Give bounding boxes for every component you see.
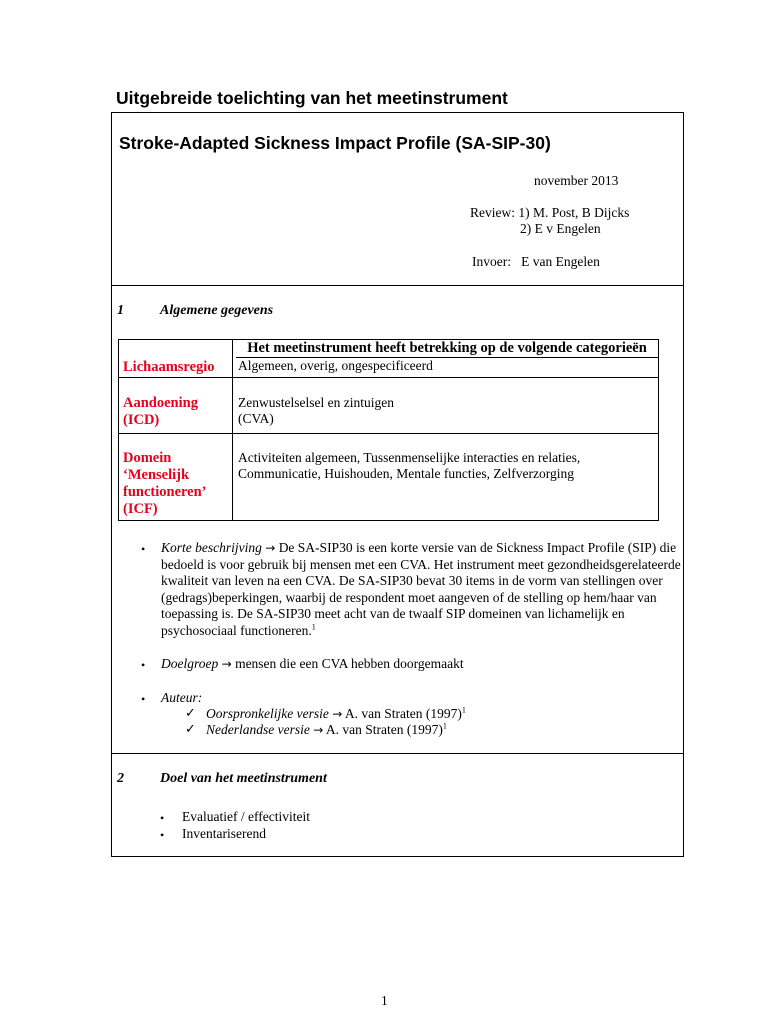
- doelgroep-label: Doelgroep: [161, 656, 219, 671]
- page-title: Uitgebreide toelichting van het meetinstrument: [116, 88, 508, 108]
- section-2-number: 2: [117, 771, 124, 786]
- category-value-lichaamsregio: Algemeen, overig, ongespecificeerd: [238, 358, 433, 373]
- invoer-line: Invoer: E van Engelen: [472, 254, 600, 269]
- page-number: 1: [381, 993, 388, 1008]
- auteur-dutch-label: Nederlandse versie: [206, 722, 310, 737]
- reference-marker: 1: [461, 705, 466, 715]
- document-frame: [111, 112, 684, 857]
- instrument-title: Stroke-Adapted Sickness Impact Profile (SA-SIP-30): [119, 133, 551, 153]
- bullet-icon: •: [141, 658, 146, 672]
- bullet-icon: •: [141, 542, 146, 556]
- category-label-lichaamsregio: Lichaamsregio: [123, 359, 215, 375]
- bullet-icon: •: [160, 811, 165, 825]
- auteur-original-label: Oorspronkelijke versie: [206, 706, 329, 721]
- category-value-aandoening: Zenwustelselsel en zintuigen (CVA): [238, 395, 394, 426]
- table-row-divider: [119, 377, 658, 378]
- korte-beschrijving-text: De SA-SIP30 is een korte versie van de Sickness Impact Profile (SIP) die bedoeld is voor gebruik bij mensen met een CVA. Het instrument meet gezondheidsgerelateerde kwaliteit van leven na een CVA. De SA-SIP30 bevat 30 items in de vorm van stellingen over (gedrags)beperkingen, waarbij de respondent moet aangeven of de stelling op hem/haar van toepassing is. De SA-SIP30 meet acht van de twaalf SIP domeinen van lichamelijk en psychosociaal functioneren.: [161, 540, 681, 638]
- doel-item-inventariserend: Inventariserend: [182, 826, 266, 841]
- category-label-aandoening: Aandoening (ICD): [123, 395, 198, 428]
- review-line-2: 2) E v Engelen: [520, 221, 601, 236]
- category-label-domein: Domein ‘Menselijk functioneren’ (ICF): [123, 450, 206, 517]
- table-row-divider: [119, 433, 658, 434]
- category-table: [118, 339, 659, 521]
- arrow-right-icon: →: [265, 541, 276, 555]
- review-line-1: Review: 1) M. Post, B Dijcks: [470, 205, 630, 220]
- category-table-header: Het meetinstrument heeft betrekking op de volgende categorieën: [236, 340, 658, 358]
- bullet-icon: •: [160, 828, 165, 842]
- reference-marker: 1: [442, 721, 447, 731]
- doelgroep-line: [161, 656, 464, 672]
- arrow-right-icon: →: [221, 657, 232, 671]
- category-value-domein: Activiteiten algemeen, Tussenmenselijke interacties en relaties, Communicatie, Huishouden, Mentale functies, Zelfverzorging: [238, 450, 581, 481]
- section-1-number: 1: [117, 303, 124, 318]
- date-text: november 2013: [534, 173, 619, 188]
- auteur-label: Auteur:: [161, 690, 203, 705]
- section-divider: [112, 753, 683, 754]
- auteur-dutch-text: A. van Straten (1997): [323, 722, 443, 737]
- arrow-right-icon: →: [332, 707, 343, 721]
- reference-marker: 1: [311, 622, 316, 631]
- section-divider: [112, 285, 683, 286]
- doelgroep-text: mensen die een CVA hebben doorgemaakt: [231, 656, 464, 671]
- check-icon: ✓: [185, 705, 196, 720]
- bullet-icon: •: [141, 692, 146, 706]
- korte-beschrijving-label: Korte beschrijving: [161, 540, 262, 555]
- section-2-title: Doel van het meetinstrument: [160, 771, 327, 786]
- auteur-original-text: A. van Straten (1997): [342, 706, 462, 721]
- section-1-title: Algemene gegevens: [160, 303, 274, 318]
- auteur-dutch-line: [206, 722, 447, 738]
- check-icon: ✓: [185, 721, 196, 736]
- korte-beschrijving-paragraph: [161, 540, 681, 639]
- doel-item-evaluatief: Evaluatief / effectiviteit: [182, 809, 310, 824]
- auteur-original-line: [206, 706, 466, 722]
- table-column-divider: [232, 340, 233, 520]
- arrow-right-icon: →: [313, 723, 324, 737]
